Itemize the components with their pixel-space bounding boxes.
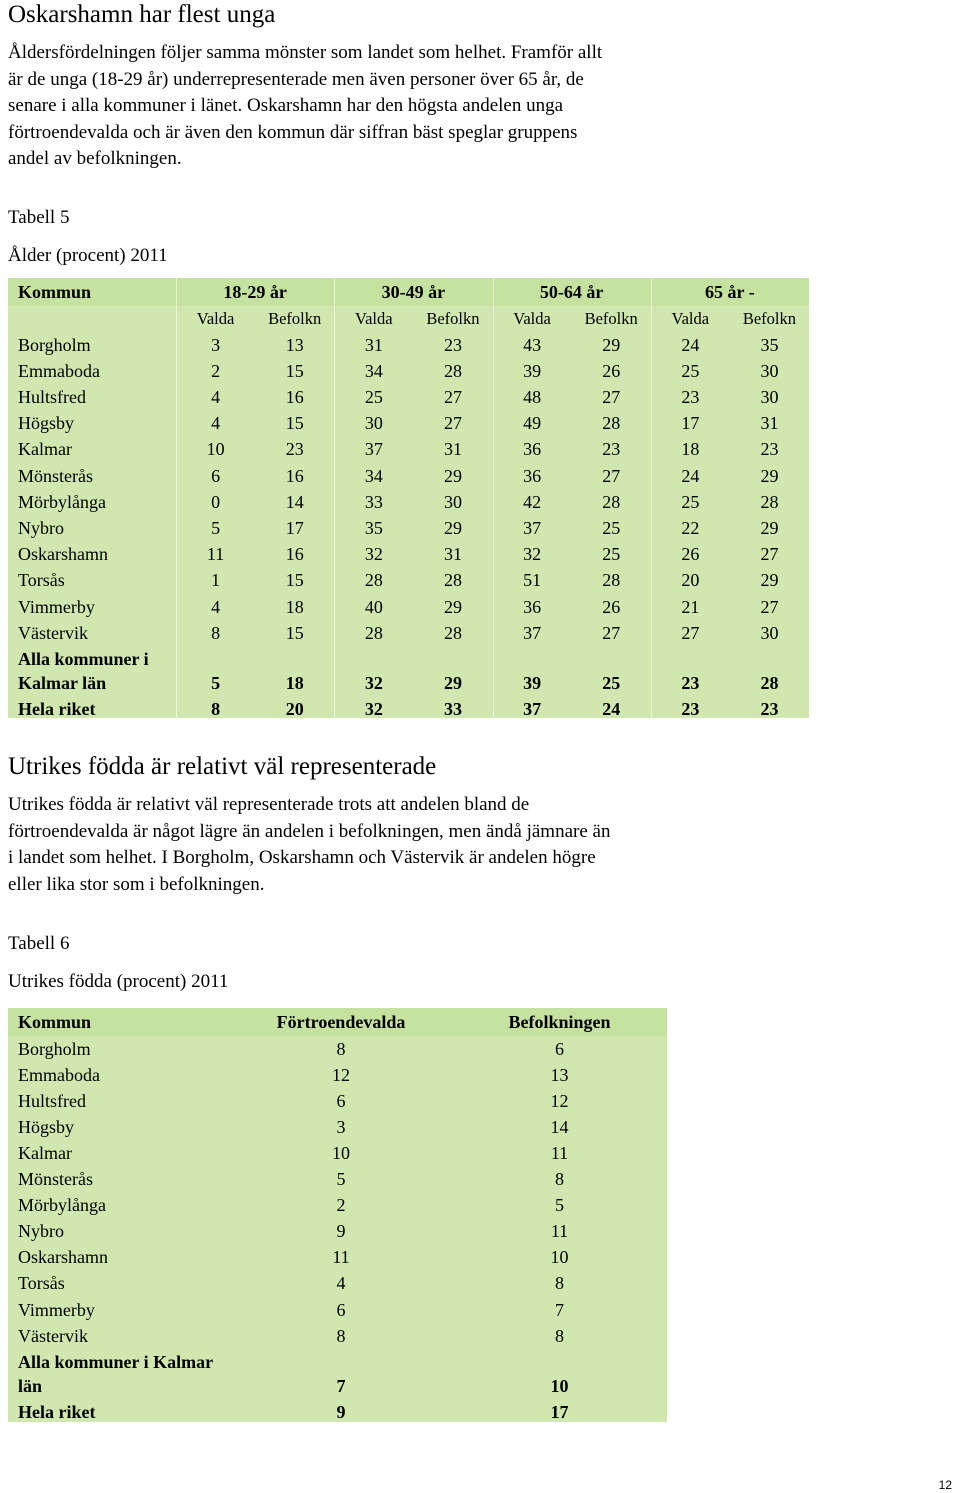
paragraph-line: förtroendevalda är något lägre än andelen i befolkningen, men ändå jämnare än [8,820,611,842]
table5-value-cell: 27 [681,622,700,643]
paragraph-line: andel av befolkningen. [8,148,182,169]
paragraph-line: eller lika stor som i befolkningen. [8,873,265,895]
table5-value-cell: 29 [760,465,779,486]
table5-kommun-name: Hultsfred [18,386,86,407]
table5-total-country-row [8,696,809,722]
table-row [8,437,809,463]
paragraph-line: Utrikes födda är relativt väl representerade trots att andelen bland de [8,794,530,815]
table6-kommun-name: Emmaboda [18,1064,100,1085]
section-heading-utrikes: Utrikes födda är relativt väl representerade [8,753,437,780]
table5-value-cell: 15 [285,360,304,381]
table5-subheader-row [8,306,809,332]
table6-total-county-row [8,1349,667,1399]
table5-value-cell: 5 [211,517,221,538]
table5-value-cell: 36 [523,465,542,486]
table5-label: Tabell 5 [8,207,70,228]
table-row [8,1245,667,1271]
table5-value-cell: 28 [443,570,462,591]
table5-value-cell: 23 [285,439,304,460]
table5-value-cell: 32 [364,544,383,565]
table6-value-cell: 11 [332,1247,350,1268]
table5-value-cell: 2 [211,360,221,381]
table5-value-cell: 29 [443,465,462,486]
table-row [8,1219,667,1245]
table5-total-country-value: 23 [681,698,700,719]
table-row [8,515,809,541]
table5-subheader: Valda [196,309,235,328]
table5-value-cell: 15 [285,570,304,591]
table5-caption [8,206,168,268]
table5-value-cell: 16 [285,544,304,565]
paragraph-line: i landet som helhet. I Borgholm, Oskarshamn och Västervik är andelen högre [8,847,596,868]
table5-kommun-name: Högsby [18,413,75,434]
table5-value-cell: 25 [681,491,700,512]
table5-value-cell: 6 [211,465,221,486]
table5-value-cell: 23 [443,334,462,355]
table5-header-age-group: 65 år - [705,281,755,302]
table6-total-country-row [8,1399,667,1425]
table5-total-county-value: 18 [285,673,304,694]
table5-value-cell: 29 [760,570,779,591]
section-paragraph-unga [8,40,602,173]
table5-value-cell: 4 [211,413,221,434]
table6-header-row [8,1008,667,1036]
table6-value-cell: 6 [555,1038,564,1059]
table5-value-cell: 18 [681,439,700,460]
table5-value-cell: 29 [760,517,779,538]
table5-value-cell: 51 [523,570,542,591]
table5-value-cell: 27 [602,465,621,486]
table5-value-cell: 37 [364,439,383,460]
table5-value-cell: 27 [760,544,779,565]
table6-value-cell: 6 [336,1090,346,1111]
table5-value-cell: 48 [523,386,542,407]
table6-total-county-name-line2: län [18,1376,43,1397]
table5-total-country-value: 24 [602,698,621,719]
table5-age [8,278,809,718]
table5-value-cell: 37 [523,517,542,538]
table5-value-cell: 11 [206,544,225,565]
table6-total-county-value: 7 [336,1376,346,1397]
table5-value-cell: 27 [602,386,621,407]
table5-total-country-value: 32 [364,698,383,719]
table5-total-county-row [8,646,809,696]
table5-value-cell: 26 [602,596,621,617]
table5-value-cell: 17 [285,517,304,538]
table6-value-cell: 7 [555,1299,564,1320]
table6-value-cell: 12 [550,1090,569,1111]
table5-value-cell: 49 [523,413,542,434]
table5-total-county-value: 28 [760,673,779,694]
table5-value-cell: 28 [443,360,462,381]
table-row [8,463,809,489]
table5-kommun-name: Kalmar [18,439,72,460]
page-number: 12 [938,1478,952,1492]
table5-value-cell: 15 [285,622,304,643]
table-row [8,384,809,410]
table5-value-cell: 16 [285,465,304,486]
table-row [8,1114,667,1140]
table-row [8,1193,667,1219]
table5-kommun-name: Västervik [18,622,88,643]
table6-value-cell: 11 [550,1142,569,1163]
table5-grid-line [809,278,810,718]
table5-value-cell: 30 [364,413,383,434]
table5-value-cell: 37 [523,622,542,643]
table6-kommun-name: Kalmar [18,1142,72,1163]
table5-value-cell: 3 [211,334,221,355]
table5-value-cell: 27 [443,413,462,434]
table5-value-cell: 33 [364,491,383,512]
table5-total-country-name: Hela riket [18,698,96,719]
table5-total-county-value: 25 [602,673,621,694]
paragraph-line: förtroendevalda och är även den kommun där siffran bäst speglar gruppens [8,121,578,143]
table-row [8,358,809,384]
table6-kommun-name: Oskarshamn [18,1247,108,1268]
table5-value-cell: 17 [681,413,700,434]
table-row [8,1297,667,1323]
table5-value-cell: 34 [364,465,383,486]
table6-value-cell: 8 [336,1038,346,1059]
table6-value-cell: 8 [555,1325,564,1346]
table5-grid-line [651,278,652,718]
table5-total-country-value: 33 [443,698,462,719]
table5-value-cell: 25 [602,517,621,538]
table5-value-cell: 26 [681,544,700,565]
table6-label: Tabell 6 [8,933,70,954]
table6-value-cell: 8 [555,1169,564,1190]
table5-value-cell: 23 [602,439,621,460]
table6-kommun-name: Borgholm [18,1038,91,1059]
table5-value-cell: 39 [523,360,542,381]
table6-total-country-value: 17 [550,1401,569,1422]
table5-value-cell: 26 [602,360,621,381]
table6-value-cell: 6 [336,1299,346,1320]
table6-total-country-value: 9 [336,1401,346,1422]
table5-value-cell: 35 [760,334,779,355]
table5-value-cell: 29 [443,596,462,617]
table6-header-fortroendevalda: Förtroendevalda [276,1011,406,1032]
table5-total-county-name-line2: Kalmar län [18,673,107,694]
table5-value-cell: 36 [523,596,542,617]
table6-kommun-name: Mörbylånga [18,1195,106,1216]
table5-value-cell: 18 [285,596,304,617]
table5-header-kommun: Kommun [18,281,92,302]
table6-value-cell: 10 [550,1247,569,1268]
table-row [8,620,809,646]
table6-value-cell: 3 [336,1116,346,1137]
table5-value-cell: 43 [523,334,542,355]
table5-subheader: Befolkn [426,309,480,328]
table6-value-cell: 8 [555,1273,564,1294]
table-row [8,1167,667,1193]
table-row [8,568,809,594]
table5-subheader: Valda [355,309,393,328]
section-heading-unga: Oskarshamn har flest unga [8,1,276,28]
table5-kommun-name: Mörbylånga [18,491,106,512]
table6-value-cell: 8 [336,1325,346,1346]
table5-value-cell: 21 [681,596,700,617]
table5-value-cell: 32 [523,544,542,565]
table5-total-county-value: 5 [211,673,221,694]
table5-total-county-name [8,646,176,696]
table-row [8,1271,667,1297]
table6-kommun-name: Hultsfred [18,1090,86,1111]
table5-value-cell: 25 [602,544,621,565]
table6-value-cell: 13 [550,1064,569,1085]
table5-value-cell: 28 [364,622,383,643]
table6-total-country-name: Hela riket [18,1401,96,1422]
table5-header-row [8,278,809,306]
table5-value-cell: 27 [443,386,462,407]
table5-value-cell: 27 [602,622,621,643]
table5-kommun-name: Torsås [18,570,65,591]
table5-value-cell: 23 [681,386,700,407]
section-paragraph-utrikes [8,792,610,898]
table5-value-cell: 28 [602,413,621,434]
table5-grid-line [334,278,335,718]
table5-value-cell: 30 [760,360,779,381]
table-row [8,1140,667,1166]
table6-caption [8,932,228,994]
table5-value-cell: 22 [681,517,700,538]
paragraph-line: Åldersfördelningen följer samma mönster som landet som helhet. Framför allt [8,42,603,63]
table-row [8,1323,667,1349]
table5-subheader: Valda [671,309,710,328]
table6-total-county-value: 10 [550,1376,569,1397]
table5-value-cell: 30 [443,491,462,512]
table6-foreign-born [8,1008,667,1422]
table5-total-county-value: 32 [364,673,383,694]
table-row [8,542,809,568]
table5-value-cell: 34 [364,360,383,381]
table5-header-age-group: 30-49 år [381,281,446,302]
table5-value-cell: 27 [760,596,779,617]
table5-value-cell: 28 [364,570,383,591]
table5-subheader: Valda [513,309,551,328]
table5-value-cell: 4 [211,386,221,407]
table5-total-county-name-line1: Alla kommuner i [18,649,149,670]
table-row [8,1062,667,1088]
table5-value-cell: 23 [760,439,779,460]
table5-value-cell: 20 [681,570,700,591]
table5-value-cell: 16 [285,386,304,407]
table6-value-cell: 9 [336,1221,346,1242]
table6-value-cell: 14 [550,1116,569,1137]
table-row [8,489,809,515]
table5-value-cell: 4 [211,596,221,617]
table5-value-cell: 28 [760,491,779,512]
table5-subheader: Befolkn [268,309,322,328]
table5-value-cell: 30 [760,386,779,407]
table5-value-cell: 10 [206,439,225,460]
table5-kommun-name: Emmaboda [18,360,100,381]
table6-kommun-name: Mönsterås [18,1169,93,1190]
table5-value-cell: 24 [681,465,700,486]
table5-total-county-value: 29 [443,673,462,694]
table5-value-cell: 31 [364,334,383,355]
table5-value-cell: 28 [602,491,621,512]
table5-header-age-group: 18-29 år [223,281,287,302]
table5-value-cell: 31 [443,439,462,460]
paragraph-line: senare i alla kommuner i länet. Oskarshamn har den högsta andelen unga [8,95,564,116]
table6-value-cell: 4 [336,1273,346,1294]
table5-subheader: Befolkn [584,309,638,328]
table5-total-country-value: 37 [523,698,542,719]
table5-grid-line [176,278,177,718]
table5-value-cell: 25 [364,386,383,407]
paragraph-line: är de unga (18-29 år) underrepresenterade men även personer över 65 år, de [8,68,584,90]
table5-value-cell: 35 [364,517,383,538]
table5-value-cell: 15 [285,413,304,434]
table6-total-county-name [8,1349,260,1399]
table5-value-cell: 29 [443,517,462,538]
table5-kommun-name: Oskarshamn [18,544,108,565]
table6-kommun-name: Vimmerby [18,1299,95,1320]
table-row [8,1036,667,1062]
table5-value-cell: 25 [681,360,700,381]
table5-value-cell: 42 [523,491,542,512]
table6-value-cell: 12 [332,1064,350,1085]
table5-grid-line [493,278,494,718]
table5-kommun-name: Borgholm [18,334,91,355]
table5-value-cell: 40 [364,596,383,617]
table5-total-country-value: 23 [760,698,779,719]
table6-total-county-name-line1: Alla kommuner i Kalmar [18,1352,214,1373]
table5-title: Ålder (procent) 2011 [8,245,168,266]
table5-value-cell: 0 [211,491,221,512]
table6-value-cell: 5 [555,1195,564,1216]
table5-value-cell: 36 [523,439,542,460]
table6-kommun-name: Västervik [18,1325,88,1346]
table-row [8,332,809,358]
table6-value-cell: 5 [336,1169,346,1190]
table6-value-cell: 11 [550,1221,569,1242]
table5-value-cell: 14 [285,491,304,512]
table5-kommun-name: Vimmerby [18,596,95,617]
table6-kommun-name: Högsby [18,1116,75,1137]
table5-kommun-name: Mönsterås [18,465,93,486]
table5-value-cell: 29 [602,334,621,355]
table6-value-cell: 2 [336,1195,346,1216]
table5-kommun-name: Nybro [18,517,64,538]
table5-total-country-value: 8 [211,698,221,719]
table6-kommun-name: Nybro [18,1221,64,1242]
table5-subheader: Befolkn [742,309,797,328]
table-row [8,1088,667,1114]
table5-value-cell: 30 [760,622,779,643]
table5-value-cell: 31 [760,413,779,434]
table5-value-cell: 31 [443,544,462,565]
table5-value-cell: 28 [443,622,462,643]
table5-total-country-value: 20 [285,698,304,719]
table6-header-kommun: Kommun [18,1011,92,1032]
table5-value-cell: 28 [602,570,621,591]
table6-value-cell: 10 [332,1142,350,1163]
table-row [8,411,809,437]
table6-title: Utrikes födda (procent) 2011 [8,971,229,992]
table5-value-cell: 24 [681,334,700,355]
table5-value-cell: 13 [285,334,304,355]
table6-header-befolkningen: Befolkningen [508,1011,611,1032]
table5-value-cell: 1 [211,570,221,591]
table5-total-county-value: 23 [681,673,700,694]
table5-total-county-value: 39 [523,673,542,694]
table6-kommun-name: Torsås [18,1273,65,1294]
table-row [8,594,809,620]
table5-header-age-group: 50-64 år [539,281,604,302]
table5-value-cell: 8 [211,622,221,643]
